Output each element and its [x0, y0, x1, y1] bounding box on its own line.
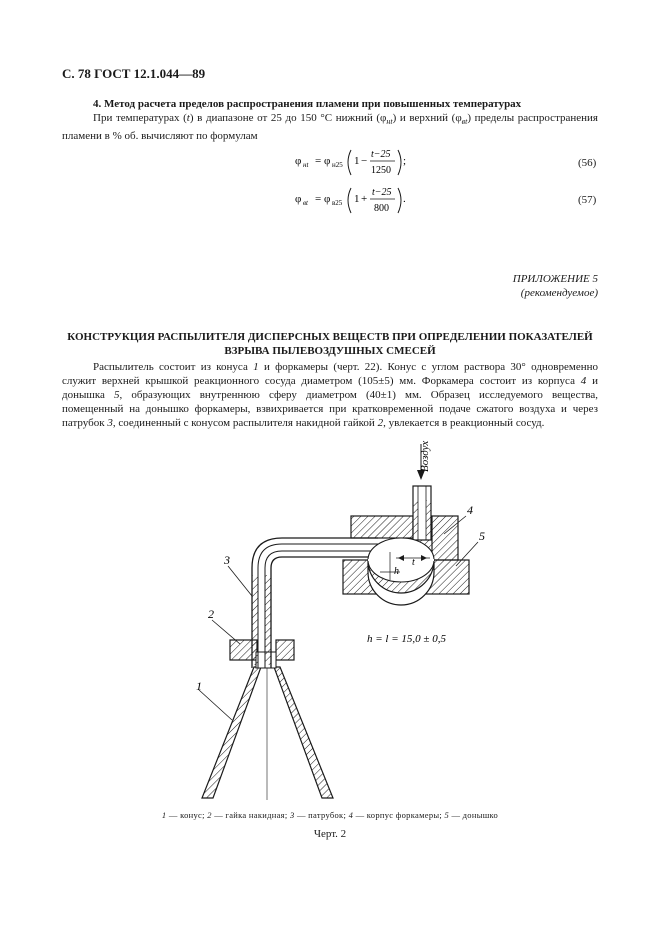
h-label: h — [394, 566, 399, 577]
housing-left — [351, 516, 413, 538]
construction-title: КОНСТРУКЦИЯ РАСПЫЛИТЕЛЯ ДИСПЕРСНЫХ ВЕЩЕСТВ ПРИ ОПРЕДЕЛЕНИИ ПОКАЗАТЕЛЕЙ ВЗРЫВА ПЫЛЕВОЗДУШНЫХ СМЕСЕЙ — [67, 331, 593, 357]
svg-text:1: 1 — [354, 193, 360, 205]
svg-text:вt: вt — [303, 199, 308, 207]
svg-text:t−25: t−25 — [371, 149, 391, 160]
svg-text:φ: φ — [324, 155, 331, 167]
appendix-title: ПРИЛОЖЕНИЕ 5 — [512, 273, 598, 285]
svg-text:=: = — [315, 193, 322, 205]
formula-56-number: (56) — [578, 157, 597, 169]
svg-text:φ: φ — [295, 155, 302, 167]
air-label: Воздух — [419, 440, 431, 472]
formula-57-svg — [295, 182, 435, 222]
formula-57-number: (57) — [578, 194, 597, 206]
formula-56 — [295, 144, 435, 187]
svg-text:t−25: t−25 — [372, 187, 392, 198]
svg-text:1250: 1250 — [371, 165, 391, 176]
svg-text:;: ; — [403, 155, 407, 167]
figure-caption: 1 — конус; 2 — гайка накидная; 3 — патрубок; 4 — корпус форкамеры; 5 — донышко — [161, 810, 499, 820]
formula-57 — [295, 182, 435, 225]
part-number-3: 3 — [224, 553, 230, 567]
t-label: t — [412, 557, 415, 568]
part-number-5: 5 — [479, 529, 485, 543]
svg-text:=: = — [315, 155, 322, 167]
housing-right — [432, 516, 458, 560]
svg-text:800: 800 — [374, 203, 389, 214]
svg-text:φ: φ — [324, 193, 331, 205]
svg-text:н25: н25 — [332, 161, 343, 169]
dimension-text: h = l = 15,0 ± 0,5 — [367, 633, 446, 645]
construction-paragraph: Распылитель состоит из конуса 1 и форкамеры (черт. 22). Конус с углом раствора 30° одновременно служит верхней крышкой реакционного сосуда диаметром (105±5) мм. Форкамера состоит из корпуса 4 и донышка 5, образующих внутреннюю сферу диаметром (40±1) мм. Образец исследуемого вещества, помещенный на донышко форкамеры, взвихривается при кратковременной подаче сжатого воздуха и через патрубок 3, соединенный с конусом распылителя накидной гайкой 2, увлекается в реакционный сосуд. — [62, 361, 599, 429]
page-header: С. 78 ГОСТ 12.1.044—89 — [62, 66, 206, 81]
part-number-4: 4 — [467, 503, 473, 517]
svg-text:φ: φ — [295, 193, 302, 205]
cone-right-wall — [274, 667, 333, 798]
figure-number: Черт. 2 — [313, 828, 347, 840]
svg-text:1: 1 — [354, 155, 360, 167]
svg-text:в25: в25 — [332, 199, 343, 207]
svg-text:−: − — [361, 155, 368, 167]
section-title: 4. Метод расчета пределов распространения пламени при повышенных температурах — [93, 98, 522, 110]
part-number-2: 2 — [208, 607, 214, 621]
formula-56-svg — [295, 144, 435, 184]
svg-text:.: . — [403, 193, 406, 205]
cone-left-wall — [202, 667, 261, 798]
svg-text:нt: нt — [303, 161, 309, 169]
section-paragraph: При температурах (t) в диапазоне от 25 до 150 °С нижний $(\varphi_{нt})$ и верхний $(\varphi_{вt})$ пределы распространения пламени в % об. вычисляют по формулам — [62, 112, 598, 143]
appendix-label — [513, 272, 598, 300]
svg-text:+: + — [361, 193, 368, 205]
appendix-note: (рекомендуемое) — [520, 287, 598, 299]
sprayer-drawing — [170, 438, 510, 808]
nut-right — [276, 640, 294, 660]
part-number-1: 1 — [196, 679, 202, 693]
